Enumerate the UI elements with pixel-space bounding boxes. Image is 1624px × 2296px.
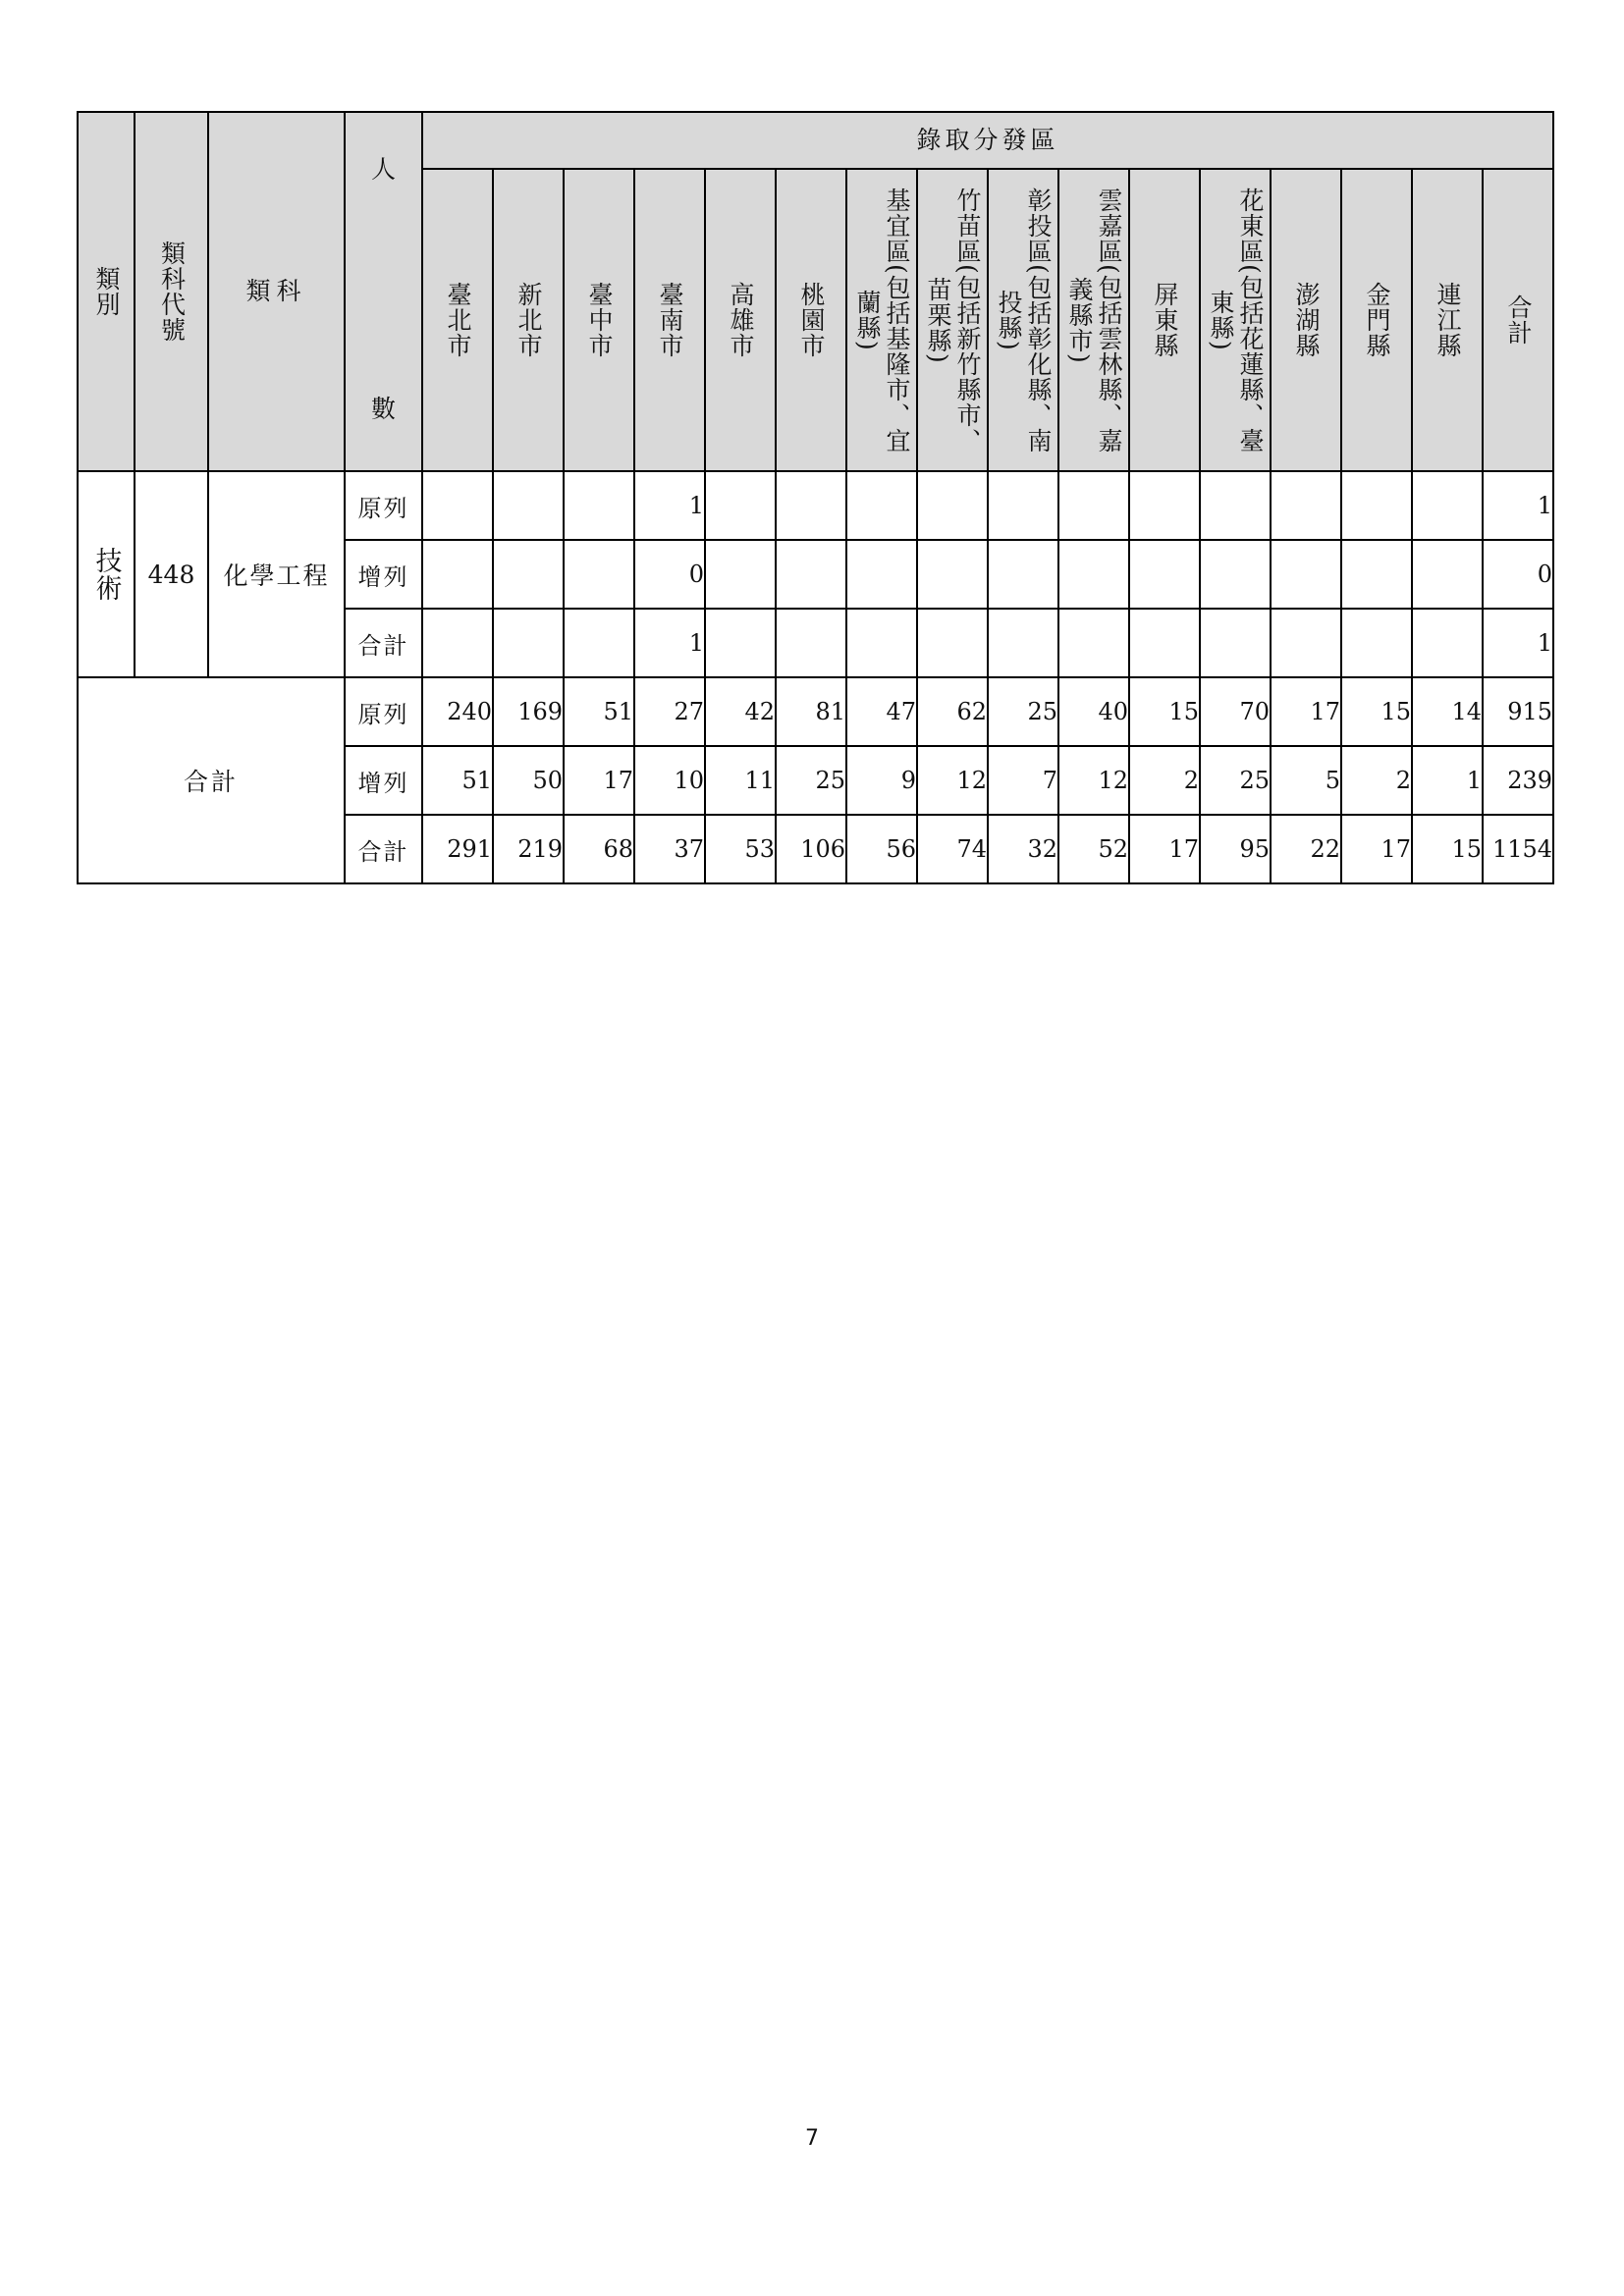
region-header: 彰投區(包括彰化縣、南投縣) xyxy=(988,169,1058,471)
value-cell xyxy=(1341,609,1412,677)
value-cell: 0 xyxy=(634,540,705,609)
value-cell: 17 xyxy=(1271,677,1341,746)
value-cell: 0 xyxy=(1483,540,1553,609)
value-cell: 219 xyxy=(493,815,564,883)
row-label: 增列 xyxy=(345,746,422,815)
value-cell: 95 xyxy=(1200,815,1271,883)
value-cell: 25 xyxy=(1200,746,1271,815)
value-cell xyxy=(1341,471,1412,540)
value-cell: 7 xyxy=(988,746,1058,815)
value-cell: 62 xyxy=(917,677,988,746)
value-cell xyxy=(422,471,493,540)
region-header: 屏東縣 xyxy=(1129,169,1200,471)
value-cell: 40 xyxy=(1058,677,1129,746)
category-cell: 技術 xyxy=(78,471,135,677)
value-cell: 17 xyxy=(564,746,634,815)
value-cell: 12 xyxy=(917,746,988,815)
header-people xyxy=(345,112,422,471)
value-cell: 169 xyxy=(493,677,564,746)
row-label: 合計 xyxy=(345,815,422,883)
value-cell xyxy=(846,540,917,609)
value-cell xyxy=(564,609,634,677)
value-cell xyxy=(1271,609,1341,677)
region-header: 新北市 xyxy=(493,169,564,471)
row-label: 增列 xyxy=(345,540,422,609)
region-header: 連江縣 xyxy=(1412,169,1483,471)
value-cell xyxy=(1341,540,1412,609)
value-cell: 70 xyxy=(1200,677,1271,746)
value-cell xyxy=(988,540,1058,609)
table-row xyxy=(78,677,1553,746)
region-header: 基宜區(包括基隆市、宜蘭縣) xyxy=(846,169,917,471)
region-header: 金門縣 xyxy=(1341,169,1412,471)
region-header: 臺中市 xyxy=(564,169,634,471)
value-cell xyxy=(1058,609,1129,677)
value-cell xyxy=(1200,609,1271,677)
value-cell xyxy=(705,540,776,609)
value-cell: 17 xyxy=(1129,815,1200,883)
value-cell xyxy=(988,609,1058,677)
value-cell: 2 xyxy=(1341,746,1412,815)
value-cell xyxy=(1129,471,1200,540)
code-cell: 448 xyxy=(135,471,208,677)
value-cell: 37 xyxy=(634,815,705,883)
value-cell: 291 xyxy=(422,815,493,883)
region-header: 花東區(包括花蓮縣、臺東縣) xyxy=(1200,169,1271,471)
value-cell xyxy=(917,540,988,609)
value-cell xyxy=(846,609,917,677)
region-header: 桃園市 xyxy=(776,169,846,471)
value-cell xyxy=(1412,471,1483,540)
value-cell: 239 xyxy=(1483,746,1553,815)
value-cell: 22 xyxy=(1271,815,1341,883)
value-cell: 1 xyxy=(634,609,705,677)
value-cell: 11 xyxy=(705,746,776,815)
value-cell xyxy=(846,471,917,540)
value-cell: 25 xyxy=(988,677,1058,746)
value-cell xyxy=(917,471,988,540)
value-cell: 51 xyxy=(422,746,493,815)
value-cell: 1 xyxy=(634,471,705,540)
value-cell xyxy=(493,471,564,540)
value-cell: 74 xyxy=(917,815,988,883)
value-cell xyxy=(564,471,634,540)
value-cell xyxy=(1200,540,1271,609)
value-cell: 56 xyxy=(846,815,917,883)
value-cell: 2 xyxy=(1129,746,1200,815)
value-cell: 50 xyxy=(493,746,564,815)
region-header: 澎湖縣 xyxy=(1271,169,1341,471)
total-label: 合計 xyxy=(78,677,345,883)
value-cell: 1 xyxy=(1412,746,1483,815)
header-code: 類科代號 xyxy=(135,112,208,471)
value-cell: 1154 xyxy=(1483,815,1553,883)
header-row-1 xyxy=(78,112,1553,169)
value-cell: 9 xyxy=(846,746,917,815)
value-cell xyxy=(1271,540,1341,609)
value-cell xyxy=(422,609,493,677)
row-label: 合計 xyxy=(345,609,422,677)
value-cell: 915 xyxy=(1483,677,1553,746)
region-header: 高雄市 xyxy=(705,169,776,471)
value-cell: 25 xyxy=(776,746,846,815)
value-cell: 15 xyxy=(1129,677,1200,746)
value-cell: 12 xyxy=(1058,746,1129,815)
value-cell xyxy=(493,609,564,677)
value-cell: 81 xyxy=(776,677,846,746)
value-cell xyxy=(1058,471,1129,540)
value-cell: 240 xyxy=(422,677,493,746)
region-header: 雲嘉區(包括雲林縣、嘉義縣市) xyxy=(1058,169,1129,471)
region-header: 臺南市 xyxy=(634,169,705,471)
value-cell: 15 xyxy=(1341,677,1412,746)
value-cell xyxy=(776,540,846,609)
value-cell: 1 xyxy=(1483,609,1553,677)
header-people-bottom: 數 xyxy=(370,395,396,423)
value-cell: 1 xyxy=(1483,471,1553,540)
value-cell: 14 xyxy=(1412,677,1483,746)
page-number: 7 xyxy=(805,2126,819,2151)
value-cell: 10 xyxy=(634,746,705,815)
header-category: 類別 xyxy=(78,112,135,471)
value-cell: 17 xyxy=(1341,815,1412,883)
value-cell xyxy=(422,540,493,609)
header-people-top: 人 xyxy=(370,155,396,184)
value-cell: 68 xyxy=(564,815,634,883)
value-cell: 27 xyxy=(634,677,705,746)
region-header: 竹苗區(包括新竹縣市、苗栗縣) xyxy=(917,169,988,471)
row-label: 原列 xyxy=(345,471,422,540)
value-cell xyxy=(493,540,564,609)
header-subject: 類科 xyxy=(208,112,345,471)
allocation-table xyxy=(77,111,1554,884)
value-cell xyxy=(776,609,846,677)
table-row xyxy=(78,471,1553,540)
subject-cell: 化學工程 xyxy=(208,471,345,677)
value-cell xyxy=(988,471,1058,540)
region-header: 臺北市 xyxy=(422,169,493,471)
value-cell xyxy=(564,540,634,609)
value-cell: 53 xyxy=(705,815,776,883)
value-cell xyxy=(1200,471,1271,540)
value-cell xyxy=(1058,540,1129,609)
value-cell: 15 xyxy=(1412,815,1483,883)
value-cell xyxy=(917,609,988,677)
row-label: 原列 xyxy=(345,677,422,746)
region-header: 合計 xyxy=(1483,169,1553,471)
value-cell: 5 xyxy=(1271,746,1341,815)
value-cell xyxy=(1129,540,1200,609)
value-cell: 52 xyxy=(1058,815,1129,883)
value-cell: 51 xyxy=(564,677,634,746)
value-cell xyxy=(1412,609,1483,677)
header-region-title: 錄取分發區 xyxy=(422,112,1553,169)
value-cell xyxy=(705,471,776,540)
value-cell: 42 xyxy=(705,677,776,746)
value-cell xyxy=(1129,609,1200,677)
value-cell xyxy=(1412,540,1483,609)
value-cell xyxy=(705,609,776,677)
value-cell xyxy=(776,471,846,540)
value-cell: 32 xyxy=(988,815,1058,883)
value-cell: 47 xyxy=(846,677,917,746)
value-cell xyxy=(1271,471,1341,540)
value-cell: 106 xyxy=(776,815,846,883)
